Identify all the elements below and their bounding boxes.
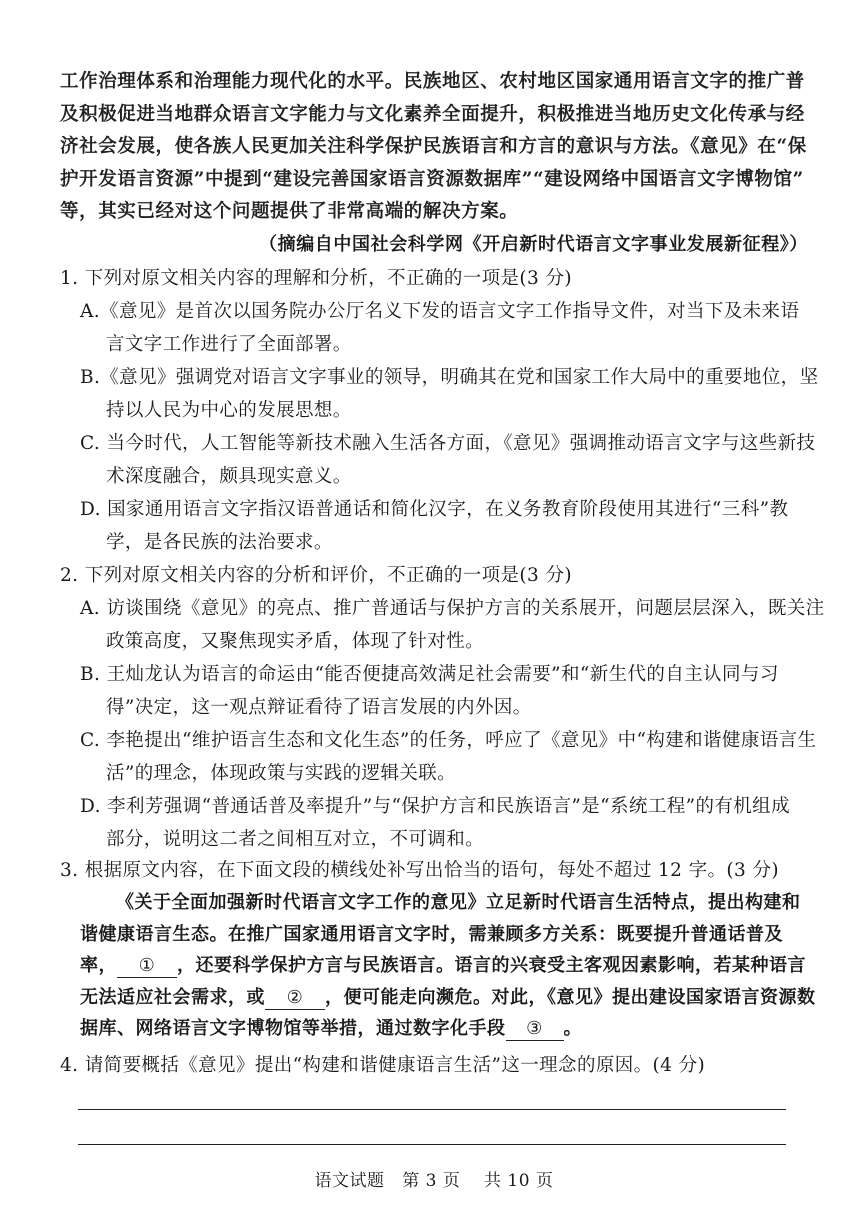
question-stem: 4. 请简要概括《意见》提出“构建和谐健康语言生活”这一理念的原因。(4 分) (60, 1055, 706, 1076)
option-text: 持以人民为中心的发展思想。 (106, 400, 352, 421)
q3-fill-passage (80, 887, 816, 1045)
option-text: D. 国家通用语言文字指汉语普通话和简化汉字，在义务教育阶段使用其进行“三科”教 (80, 499, 789, 520)
q2-option-c[interactable] (80, 724, 817, 790)
option-text: 政策高度，又聚焦现实矛盾，体现了针对性。 (106, 631, 485, 652)
blank-1[interactable]: ① (117, 955, 177, 978)
footer-page-number: 第 3 页 (402, 1171, 461, 1191)
q1-option-c[interactable] (80, 427, 816, 493)
passage-source: （摘编自中国社会科学网《开启新时代语言文字事业发展新征程》） (259, 234, 808, 255)
fill-text: 。 (563, 1018, 582, 1039)
question-2 (60, 560, 790, 592)
option-text: B.《意见》强调党对语言文字事业的领导，明确其在党和国家工作大局中的重要地位，坚 (80, 367, 819, 388)
page-footer (0, 1166, 868, 1191)
option-text: B. 王灿龙认为语言的命运由“能否便捷高效满足社会需要”和“新生代的自主认同与习 (80, 664, 779, 685)
passage-line: 工作治理体系和治理能力现代化的水平。民族地区、农村地区国家通用语言文字的推广普 (60, 71, 805, 92)
passage-line: 等，其实已经对这个问题提供了非常高端的解决方案。 (60, 201, 519, 222)
fill-line (80, 1013, 792, 1045)
passage-line: 及积极促进当地群众语言文字能力与文化素养全面提升，积极推进当地历史文化传承与经 (60, 103, 805, 125)
question-4 (60, 1050, 790, 1082)
fill-text: ，还要科学保护方言与民族语言。语言的兴衰受主客观因素影响，若某种语言 (177, 955, 806, 976)
fill-line (80, 950, 806, 982)
fill-text: 据库、网络语言文字博物馆等举措，通过数字化手段 (80, 1018, 506, 1039)
question-1 (60, 263, 790, 295)
answer-line[interactable] (78, 1144, 786, 1145)
option-text: 得”决定，这一观点辩证看待了语言发展的内外因。 (106, 697, 532, 718)
question-3 (60, 855, 790, 887)
question-stem: 1. 下列对原文相关内容的理解和分析，不正确的一项是(3 分) (60, 268, 573, 289)
passage-line: 济社会发展，使各族人民更加关注科学保护民族语言和方言的意识与方法。《意见》在“保 (60, 136, 807, 157)
question-stem: 2. 下列对原文相关内容的分析和评价，不正确的一项是(3 分) (60, 565, 573, 586)
fill-text: 率， (80, 955, 117, 976)
fill-line: 谐健康语言生态。在推广国家通用语言文字时，需兼顾多方关系：既要提升普通话普及 (80, 923, 783, 945)
answer-line[interactable] (78, 1109, 786, 1110)
blank-2[interactable]: ② (265, 987, 325, 1010)
question-stem: 3. 根据原文内容，在下面文段的横线处补写出恰当的语句，每处不超过 12 字。(3 分) (60, 860, 780, 881)
q1-option-b[interactable] (80, 361, 819, 427)
option-text: 言文字工作进行了全面部署。 (106, 334, 352, 355)
option-text: 部分，说明这二者之间相互对立，不可调和。 (106, 829, 485, 850)
option-text: C. 李艳提出“维护语言生态和文化生态”的任务，呼应了《意见》中“构建和谐健康语言生 (80, 730, 817, 751)
q2-option-b[interactable] (80, 658, 792, 724)
fill-text: 无法适应社会需求，或 (80, 986, 265, 1008)
passage-line: 护开发语言资源”中提到“建设完善国家语言资源数据库”“建设网络中国语言文字博物馆” (60, 168, 804, 190)
fill-line (80, 982, 816, 1014)
option-text: 术深度融合，颇具现实意义。 (106, 466, 352, 487)
q2-option-d[interactable] (80, 790, 792, 856)
option-text: 学，是各民族的法治要求。 (106, 532, 333, 553)
q1-option-d[interactable] (80, 493, 792, 559)
passage-paragraph (60, 66, 807, 229)
fill-line: 《关于全面加强新时代语言文字工作的意见》立足新时代语言生活特点，提出构建和 (116, 892, 801, 913)
option-text: 活”的理念，体现政策与实践的逻辑关联。 (106, 763, 457, 784)
q2-option-a[interactable] (80, 592, 825, 658)
option-text: C. 当今时代，人工智能等新技术融入生活各方面，《意见》强调推动语言文字与这些新技 (80, 433, 816, 454)
blank-3[interactable]: ③ (506, 1018, 564, 1041)
fill-text: ，便可能走向濒危。对此，《意见》提出建设国家语言资源数 (325, 986, 816, 1008)
footer-total-pages: 共 10 页 (484, 1171, 554, 1191)
footer-subject: 语文试题 (314, 1171, 385, 1191)
option-text: A.《意见》是首次以国务院办公厅名义下发的语言文字工作指导文件，对当下及未来语 (80, 301, 800, 322)
q1-option-a[interactable] (80, 295, 800, 361)
option-text: A. 访谈围绕《意见》的亮点、推广普通话与保护方言的关系展开，问题层层深入，既关注 (80, 598, 825, 619)
option-text: D. 李利芳强调“普通话普及率提升”与“保护方言和民族语言”是“系统工程”的有机组成 (80, 796, 790, 817)
